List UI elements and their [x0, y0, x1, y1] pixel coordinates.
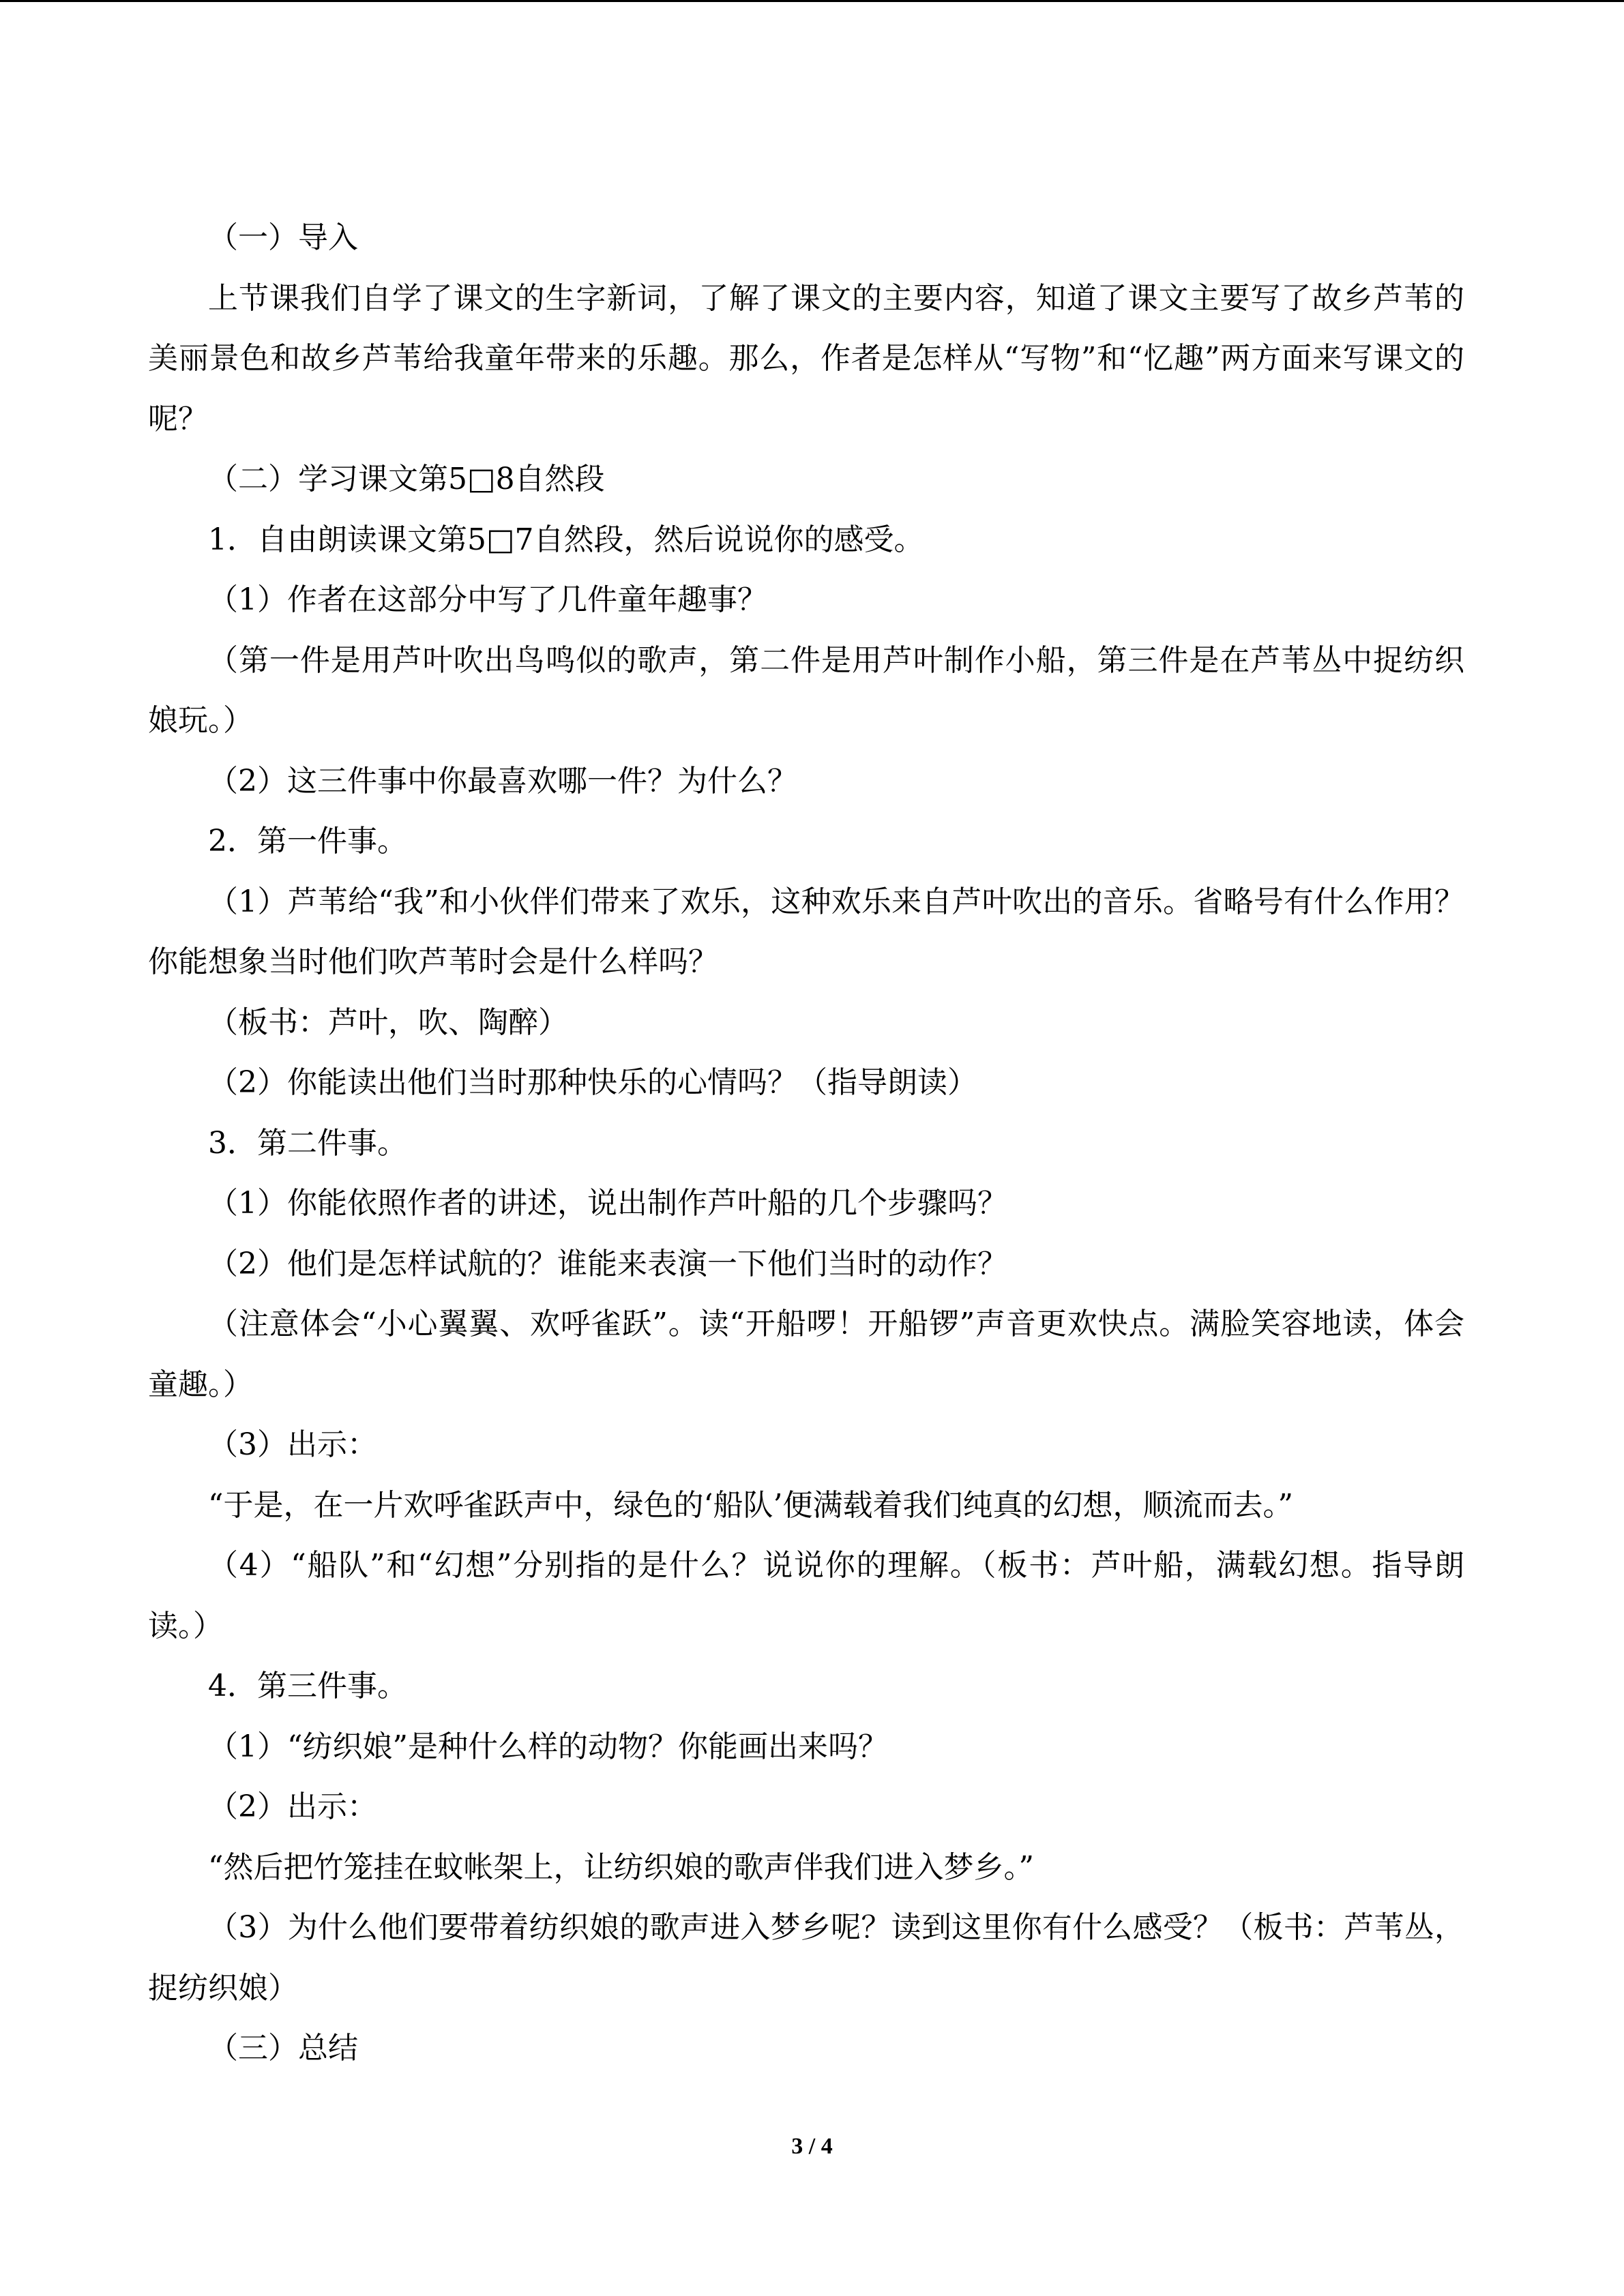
list-item: （2）这三件事中你最喜欢哪一件？为什么？ — [208, 763, 797, 799]
list-item: （2）出示： — [208, 1789, 377, 1824]
board-note: （板书：芦叶，吹、陶醉） — [208, 1004, 568, 1040]
page-number: 3 / 4 — [791, 2134, 833, 2159]
quote-paragraph: “然后把竹笼挂在蚊帐架上，让纺织娘的歌声伴我们进入梦乡。” — [208, 1849, 1034, 1885]
document-body — [148, 208, 1464, 2079]
body-paragraph: （注意体会“小心翼翼、欢呼雀跃”。读“开船啰！开船锣”声音更欢快点。满脸笑容地读，体会童趣。） — [148, 1307, 1464, 1402]
list-item: 3．第二件事。 — [208, 1125, 407, 1161]
body-paragraph: （第一件是用芦叶吹出鸟鸣似的歌声，第二件是用芦叶制作小船，第三件是在芦苇丛中捉纺织娘玩。） — [148, 642, 1464, 738]
section-heading-summary: （三）总结 — [208, 2031, 358, 2066]
quote-paragraph: “于是，在一片欢呼雀跃声中，绿色的‘船队’便满载着我们纯真的幻想，顺流而去。” — [208, 1487, 1293, 1523]
list-item: （1）你能依照作者的讲述，说出制作芦叶船的几个步骤吗？ — [208, 1186, 1007, 1221]
list-item: 2．第一件事。 — [208, 824, 407, 859]
list-item: （3）出示： — [208, 1427, 377, 1462]
section-heading-study: （二）学习课文第5□8自然段 — [208, 462, 605, 496]
list-item: 4．第三件事。 — [208, 1669, 407, 1703]
list-item: （2）他们是怎样试航的？谁能来表演一下他们当时的动作？ — [208, 1246, 1007, 1281]
list-item: （1）作者在这部分中写了几件童年趣事？ — [208, 582, 767, 617]
list-item: （2）你能读出他们当时那种快乐的心情吗？（指导朗读） — [208, 1065, 977, 1100]
list-item: 1．自由朗读课文第5□7自然段，然后说说你的感受。 — [208, 522, 924, 557]
top-border-line — [0, 0, 1624, 2]
list-item: （1）“纺织娘”是种什么样的动物？你能画出来吗？ — [208, 1729, 888, 1764]
section-heading-intro: （一）导入 — [208, 220, 358, 255]
body-paragraph: 上节课我们自学了课文的生字新词，了解了课文的主要内容，知道了课文主要写了故乡芦苇的美丽景色和故乡芦苇给我童年带来的乐趣。那么，作者是怎样从“写物”和“忆趣”两方面来写课文的呢？ — [148, 280, 1464, 436]
list-item: （1）芦苇给“我”和小伙伴们带来了欢乐，这种欢乐来自芦叶吹出的音乐。省略号有什么作用？你能想象当时他们吹芦苇时会是什么样吗？ — [148, 884, 1464, 979]
list-item: （4）“船队”和“幻想”分别指的是什么？说说你的理解。（板书：芦叶船，满载幻想。指导朗读。） — [148, 1548, 1464, 1643]
list-item: （3）为什么他们要带着纺织娘的歌声进入梦乡呢？读到这里你有什么感受？（板书：芦苇丛，捉纺织娘） — [148, 1910, 1464, 2006]
